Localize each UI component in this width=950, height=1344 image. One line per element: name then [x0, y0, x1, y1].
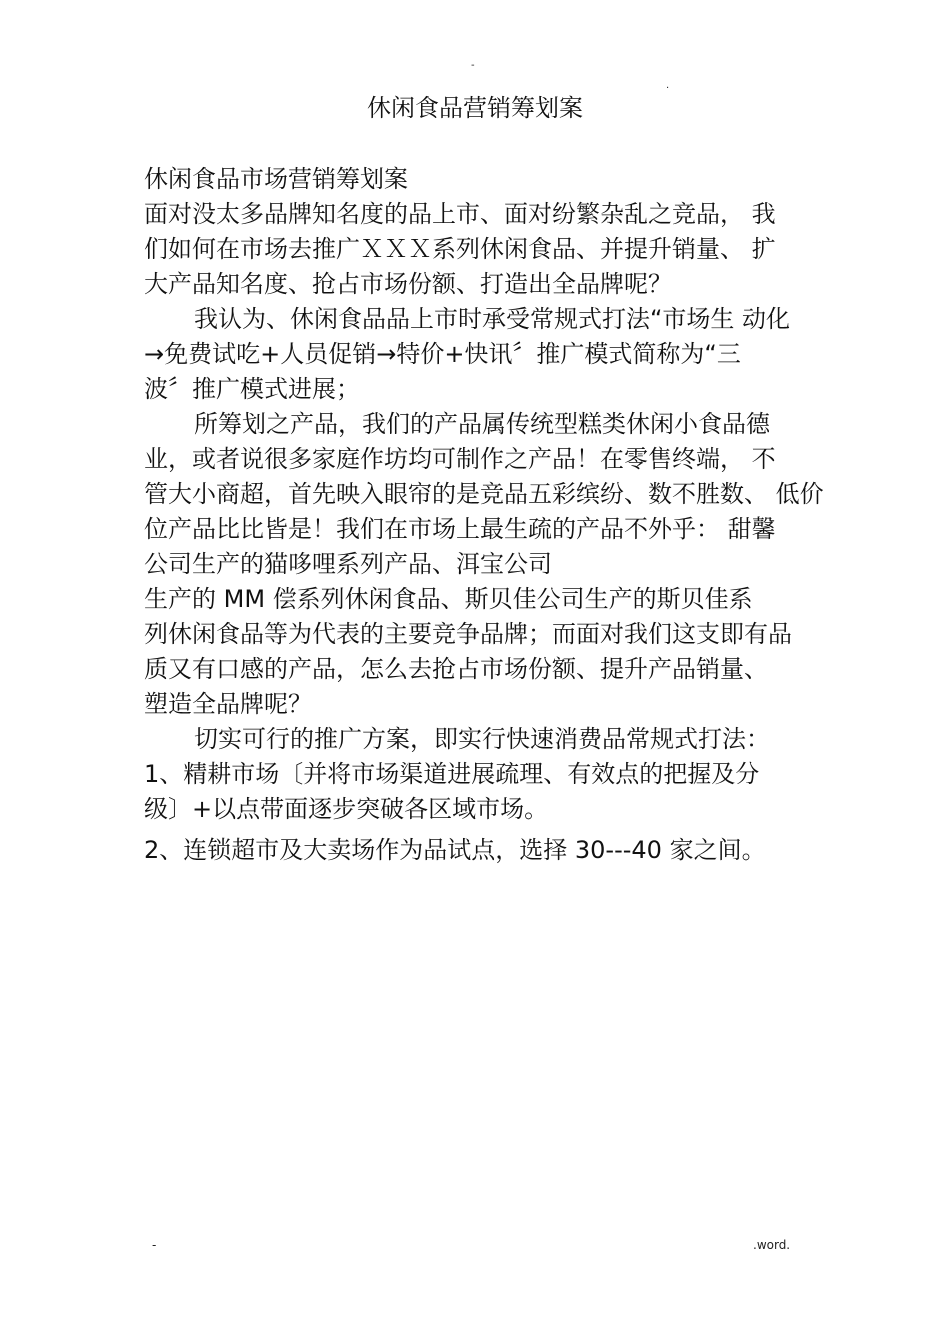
paragraph-1-line-2: 们如何在市场去推广ＸＸＸ系列休闲食品、并提升销量、 扩 — [144, 235, 776, 263]
footer-right-mark: .word. — [753, 1238, 791, 1252]
paragraph-4-line-4: 塑造全品牌呢？ — [144, 690, 312, 718]
list-item-2: 2、连锁超市及大卖场作为品试点，选择 30---40 家之间。 — [144, 836, 766, 864]
paragraph-3-line-5: 公司生产的猫哆哩系列产品、洱宝公司 — [144, 550, 552, 578]
footer-left-mark: - — [152, 1238, 157, 1252]
paragraph-4-line-3: 质又有口感的产品，怎么去抢占市场份额、提升产品销量、 — [144, 655, 768, 683]
paragraph-3-line-1: 所筹划之产品，我们的产品属传统型糕类休闲小食品德 — [194, 410, 770, 438]
paragraph-3-line-2: 业，或者说很多家庭作坊均可制作之产品！在零售终端， 不 — [144, 445, 776, 473]
header-left-mark: - — [471, 60, 475, 71]
subtitle: 休闲食品市场营销筹划案 — [144, 165, 408, 193]
document-title: 休闲食品营销筹划案 — [367, 94, 583, 122]
paragraph-4-line-2: 列休闲食品等为代表的主要竞争品牌；而面对我们这支即有品 — [144, 620, 792, 648]
paragraph-1-line-1: 面对没太多品牌知名度的品上市、面对纷繁杂乱之竞品， 我 — [144, 200, 776, 228]
paragraph-2-line-1: 我认为、休闲食品品上市时承受常规式打法“市场生 动化 — [194, 305, 791, 333]
paragraph-4-line-1: 生产的 MM 偿系列休闲食品、斯贝佳公司生产的斯贝佳系 — [144, 585, 753, 613]
list-item-1-line-2: 级〕+以点带面逐步突破各区域市场。 — [144, 795, 549, 823]
paragraph-2-line-2: →免费试吃+人员促销→特价+快讯〞推广模式简称为“三 — [144, 340, 741, 368]
paragraph-1-line-3: 大产品知名度、抢占市场份额、打造出全品牌呢？ — [144, 270, 672, 298]
list-item-1-line-1: 1、精耕市场〔并将市场渠道进展疏理、有效点的把握及分 — [144, 760, 760, 788]
header-right-mark: . — [666, 80, 670, 91]
paragraph-5-line-1: 切实可行的推广方案，即实行快速消费品常规式打法： — [194, 725, 770, 753]
paragraph-2-line-3: 波〞推广模式进展； — [144, 375, 360, 403]
paragraph-3-line-3: 管大小商超，首先映入眼帘的是竞品五彩缤纷、数不胜数、 低价 — [144, 480, 824, 508]
document-body — [144, 162, 824, 868]
paragraph-3-line-4: 位产品比比皆是！我们在市场上最生疏的产品不外乎： 甜馨 — [144, 515, 776, 543]
